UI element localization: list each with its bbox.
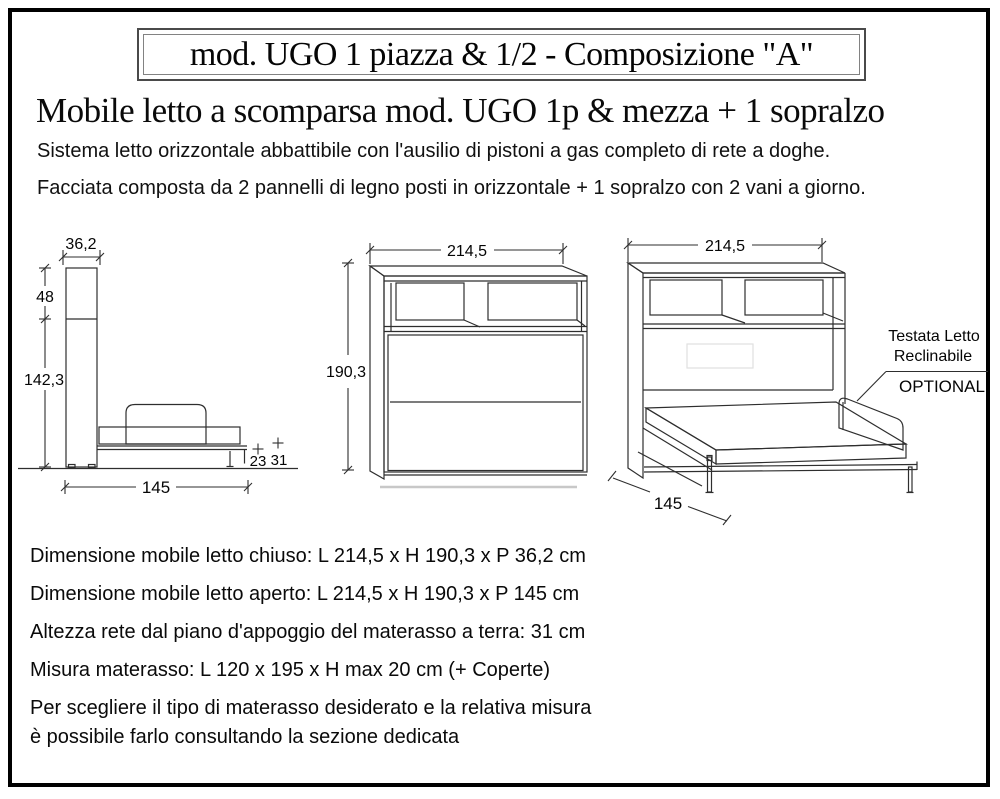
headboard: [839, 398, 903, 450]
back-panel-seam: [687, 344, 753, 368]
fold-panel-edge: [643, 428, 712, 470]
cabinet-front-face: [384, 276, 587, 472]
dim-width-closed: [366, 243, 567, 264]
bed-front-panel: [388, 335, 583, 471]
description-line-2: Facciata composta da 2 pannelli di legno posti in orizzontale + 1 sopralzo con 2 vani a giorno.: [37, 177, 866, 199]
model-title: mod. UGO 1 piazza & 1/2 - Composizione "A": [189, 35, 814, 73]
cabinet-foot: [69, 465, 76, 468]
cabinet-top-face: [370, 266, 587, 276]
cabinet-left-side: [370, 266, 384, 479]
open-view-cabinet: [628, 263, 845, 478]
side-view-drawing: [0, 220, 310, 520]
cabinet-top-face: [628, 263, 845, 273]
dim-label-frame-floor: 23: [249, 453, 267, 470]
title-box: [137, 28, 866, 81]
spec-line-closed-size: Dimensione mobile letto chiuso: L 214,5 x H 190,3 x P 36,2 cm: [30, 545, 586, 567]
shelf-opening-right: [488, 283, 577, 320]
cabinet-left-side: [628, 263, 643, 478]
shelf-opening-left: [396, 283, 464, 320]
bed-frame-rail-bottom: [644, 470, 917, 473]
mattress-side: [99, 427, 240, 444]
dim-label-bed-floor: 31: [270, 452, 288, 469]
dim-depth-open: [608, 471, 731, 525]
side-view-shapes: [18, 268, 298, 469]
support-link: [638, 452, 702, 486]
spec-line-frame-height: Altezza rete dal piano d'appoggio del materasso a terra: 31 cm: [30, 621, 586, 643]
dim-width-open: [624, 238, 826, 262]
dim-label-height: 190,3: [325, 364, 367, 381]
front-view-shapes: [370, 266, 587, 487]
dim-height-closed: [326, 259, 366, 474]
dim-label-width: 214,5: [704, 238, 746, 255]
front-view-drawing: [300, 228, 610, 503]
dim-label-open-depth: 145: [141, 478, 171, 497]
dim-label-depth: 36,2: [65, 236, 97, 253]
divider-depth-line: [722, 315, 745, 323]
bed-leg-front-left: [708, 457, 712, 492]
bed-frame-rail-top: [644, 465, 917, 468]
dim-label-width: 214,5: [446, 243, 488, 260]
open-view-bed: [638, 398, 917, 492]
spec-line-mattress-note-2: è possibile farlo consultando la sezione dedicata: [30, 726, 460, 748]
shelf-opening-left: [650, 280, 722, 315]
spec-line-open-size: Dimensione mobile letto aperto: L 214,5 x H 190,3 x P 145 cm: [30, 583, 580, 605]
dim-label-upper-height: 48: [36, 289, 54, 306]
mattress-front-face: [716, 444, 906, 464]
title-box-inner-frame: [143, 34, 860, 75]
headboard-side: [126, 405, 206, 445]
headboard-label-line2: Reclinabile: [893, 348, 973, 365]
dim-depth-closed: [59, 236, 104, 265]
headboard-callout: [857, 328, 988, 401]
optional-label: OPTIONAL: [899, 377, 985, 396]
open-view-drawing: [598, 230, 993, 532]
cabinet-side-profile: [66, 268, 97, 467]
specs-section: [30, 546, 960, 765]
spec-line-mattress-size: Misura materasso: L 120 x 195 x H max 20 cm (+ Coperte): [30, 659, 551, 681]
mattress-top-face: [646, 402, 906, 450]
page-title: Mobile letto a scomparsa mod. UGO 1p & mezza + 1 sopralzo: [36, 91, 885, 130]
dim-open-depth: [61, 478, 252, 497]
dim-label-lower-height: 142,3: [23, 372, 65, 389]
shelf-opening-right: [745, 280, 823, 315]
dim-bed-floor: [271, 438, 288, 470]
bed-leg-front-right: [909, 467, 913, 492]
headboard-label-line1: Testata Letto: [888, 328, 980, 345]
dim-label-depth-open: 145: [653, 494, 683, 513]
cabinet-foot: [89, 465, 96, 468]
dim-frame-floor: [250, 444, 267, 471]
description-line-1: Sistema letto orizzontale abbattibile con l'ausilio di pistoni a gas completo di rete a doghe.: [37, 140, 831, 162]
dim-heights: [24, 264, 64, 471]
spec-line-mattress-note-1: Per scegliere il tipo di materasso desiderato e la relativa misura: [30, 697, 592, 719]
